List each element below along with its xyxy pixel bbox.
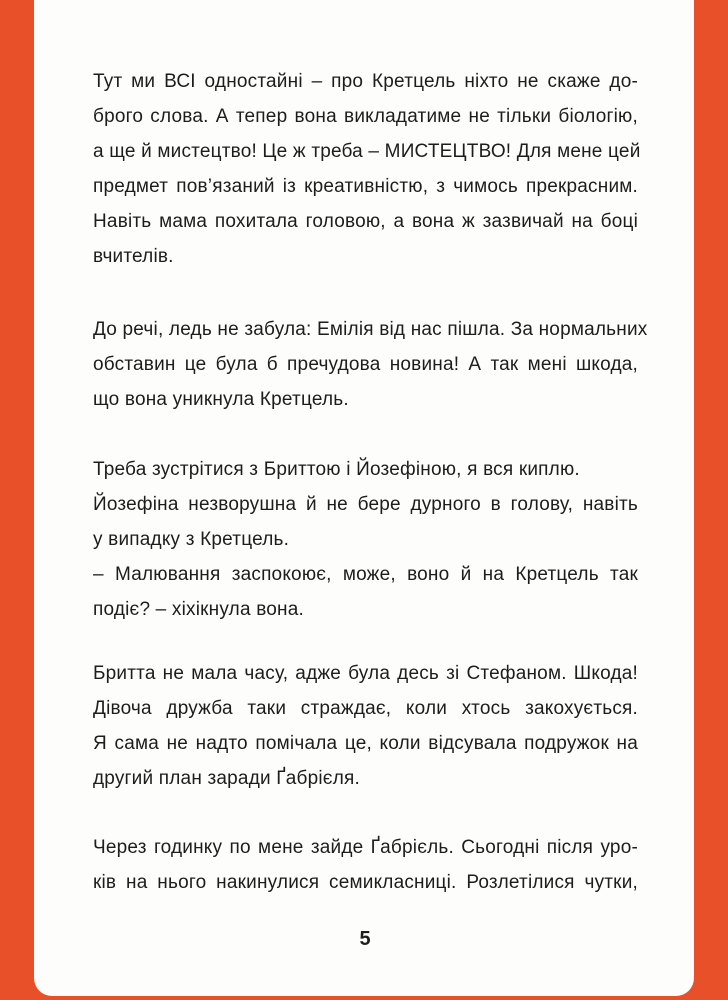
- paragraph-5: [93, 830, 638, 900]
- text-line: вчителів.: [93, 246, 174, 267]
- text-line: – Малювання заспокоює, може, воно й на Кретцель так: [93, 564, 638, 585]
- text-line: у випадку з Кретцель.: [93, 529, 290, 550]
- paragraph-4: [93, 656, 638, 796]
- text-line: Через годинку по мене зайде Ґабрієль. Сьогодні після уро-: [93, 837, 638, 858]
- text-line: Дівоча дружба таки страждає, коли хтось закохується.: [93, 698, 638, 719]
- text-line: Йозефіна незворушна й не бере дурного в голову, навіть: [93, 494, 638, 515]
- text-line: Навіть мама похитала головою, а вона ж зазвичай на боці: [93, 211, 638, 232]
- paragraph-1: [93, 64, 641, 274]
- text-line: другий план заради Ґабрієля.: [93, 768, 360, 789]
- text-line: подіє? – хіхікнула вона.: [93, 599, 304, 620]
- text-line: предмет пов’язаний із креативністю, з чимось прекрасним.: [93, 176, 638, 197]
- text-line: що вона уникнула Кретцель.: [93, 389, 349, 410]
- text-line: До речі, ледь не забула: Емілія від нас пішла. За нормальних: [93, 319, 648, 340]
- text-line: обставин це була б пречудова новина! А так мені шкода,: [93, 354, 638, 375]
- text-line: Бритта не мала часу, адже була десь зі Стефаном. Шкода!: [93, 663, 638, 684]
- text-line: Треба зустрітися з Бриттою і Йозефіною, я вся киплю.: [93, 459, 580, 480]
- text-line: Я сама не надто помічала це, коли відсувала подружок на: [93, 733, 638, 754]
- page-number: 5: [359, 928, 371, 950]
- paragraph-2: [93, 312, 648, 417]
- paragraph-3: [93, 452, 638, 627]
- text-line: брого слова. А тепер вона викладатиме не тільки біологію,: [93, 106, 638, 127]
- text-line: Тут ми ВСІ одностайні – про Кретцель ніхто не скаже до-: [93, 71, 638, 92]
- text-line: ків на нього накинулися семикласниці. Розлетілися чутки,: [93, 872, 638, 893]
- text-line: а ще й мистецтво! Це ж треба – МИСТЕЦТВО! Для мене цей: [93, 141, 641, 162]
